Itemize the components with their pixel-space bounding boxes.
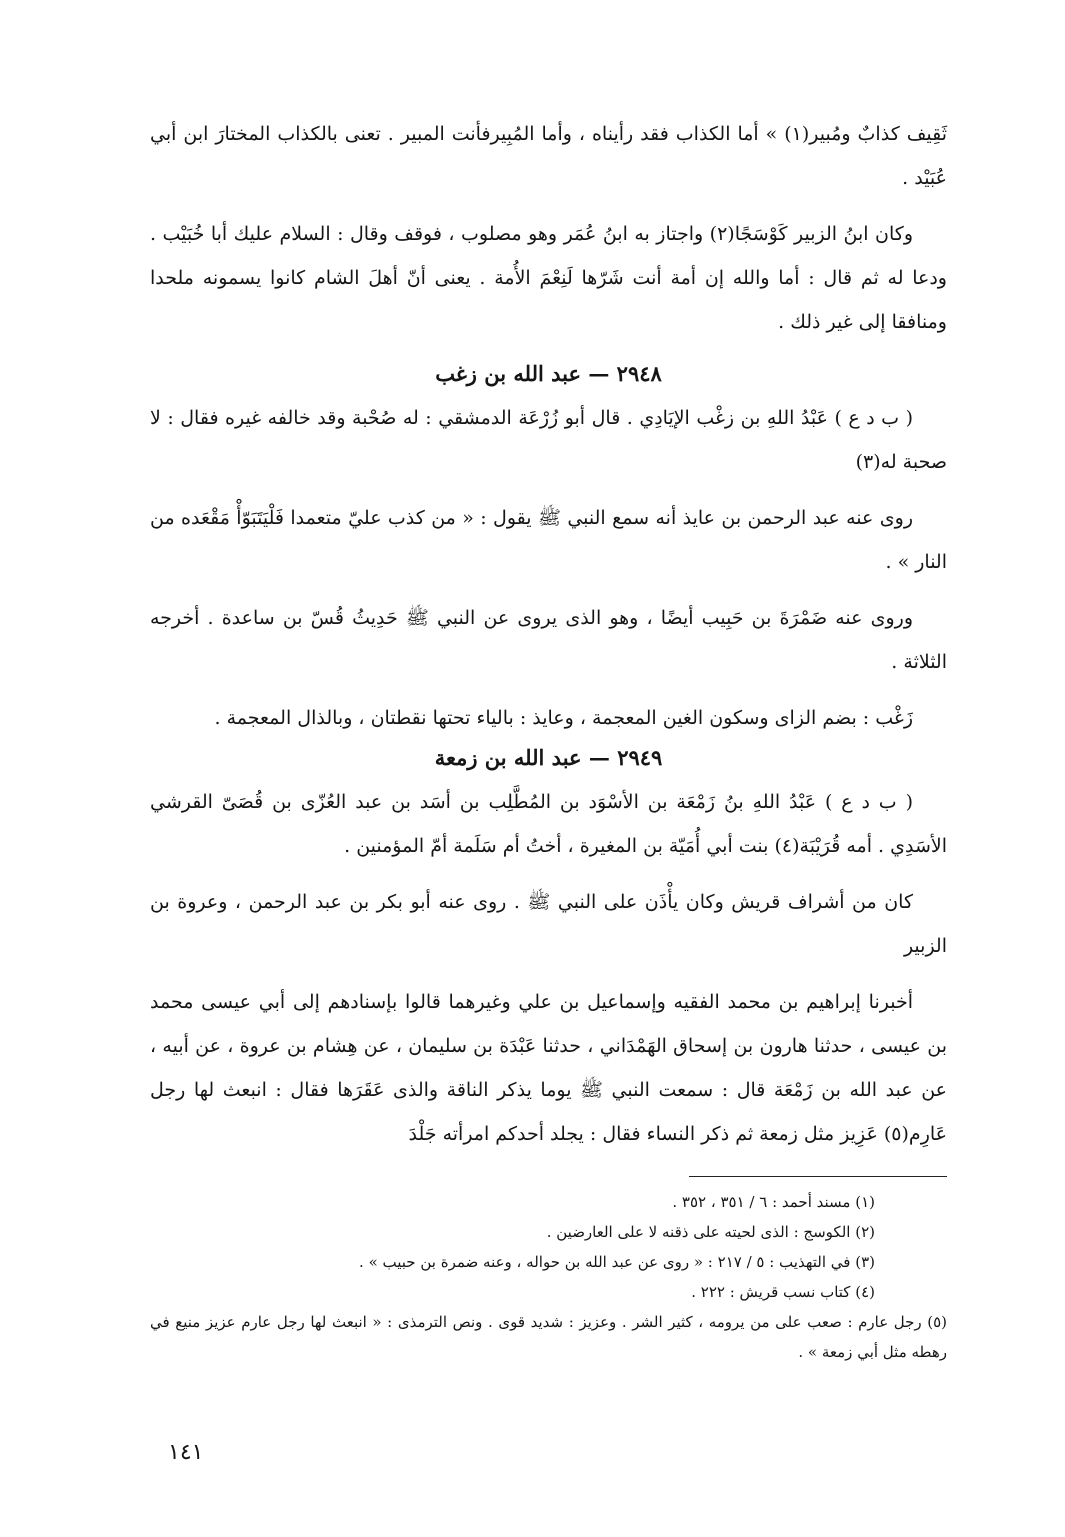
footnote-2: (٢) الكوسج : الذى لحيته على ذقنه لا على العارضين . <box>546 1223 875 1241</box>
paragraph: ( ب د ع ) عَبْدُ اللهِ بنُ زَمْعَة بن الأسْوَد بن المُطَّلِب بن أسَد بن عبد العُزّى بن قُصَىّ القرشي الأسَدِي . أمه قُرَيْبَة(٤) بنت أبي أُمَيّة بن المغيرة ، أختُ أم سَلَمة أمّ المؤمنين . <box>150 791 947 857</box>
footnote-1: (١) مسند أحمد : ٦ / ٣٥١ ، ٣٥٢ . <box>672 1193 875 1211</box>
paragraph: ثَقِيف كذابٌ ومُبير(١) » أما الكذاب فقد رأيناه ، وأما المُبِيرفأنت المبير . تعنى بالكذاب المختارَ ابن أبي عُبَيْد . <box>150 123 947 189</box>
footnote-4: (٤) كتاب نسب قريش : ٢٢٢ . <box>691 1283 875 1301</box>
footnotes <box>150 1187 947 1367</box>
entry-body-2949 <box>150 780 947 1156</box>
footnote-5: (٥) رجل عارم : صعب على من يرومه ، كثير الشر . وعزيز : شديد قوى . ونص الترمذى : « انبعث لها رجل عارم عزيز منيع في رهطه مثل أبي زمعة » . <box>150 1313 947 1361</box>
page-number: ١٤١ <box>168 1440 204 1465</box>
paragraph: كان من أشراف قريش وكان يأْذَن على النبي ﷺ . روى عنه أبو بكر بن عبد الرحمن ، وعروة بن الزبير <box>150 891 947 957</box>
footnote-3: (٣) في التهذيب : ٥ / ٢١٧ : « روى عن عبد الله بن حواله ، وعنه ضمرة بن حبيب » . <box>359 1253 875 1271</box>
body-text <box>150 112 947 344</box>
footnote-separator <box>689 1176 947 1177</box>
paragraph: أخبرنا إبراهيم بن محمد الفقيه وإسماعيل بن علي وغيرهما قالوا بإسنادهم إلى أبي عيسى محمد بن عيسى ، حدثنا هارون بن إسحاق الهَمْدَاني ، حدثنا عَبْدَة بن سليمان ، عن هِشام بن عروة ، عن أبيه ، عن عبد الله بن زَمْعَة قال : سمعت النبي ﷺ يوما يذكر الناقة والذى عَقَرَها فقال : انبعث لها رجل عَارِم(٥) عَزِيز مثل زمعة ثم ذكر النساء فقال : يجلد أحدكم امرأته جَلْدَ <box>150 991 947 1145</box>
paragraph: روى عنه عبد الرحمن بن عايذ أنه سمع النبي ﷺ يقول : « من كذب عليّ متعمدا فَلْيَتَبَوّأْ مَقْعَده من النار » . <box>150 507 947 573</box>
paragraph: وروى عنه ضَمْرَةَ بن حَبِيب أيضًا ، وهو الذى يروى عن النبي ﷺ حَدِيثُ قُسّ بن ساعدة . أخرجه الثلاثة . <box>150 607 947 673</box>
paragraph: وكان ابنُ الزبير كَوْسَجًا(٢) واجتاز به ابنُ عُمَر وهو مصلوب ، فوقف وقال : السلام عليك أبا خُبَيْب . ودعا له ثم قال : أما والله إن أمة أنت شَرّها لَنِعْمَ الأُمة . يعنى أنّ أهلَ الشام كانوا يسمونه ملحدا ومنافقا إلى غير ذلك . <box>150 223 947 333</box>
entry-heading-2949: ٢٩٤٩ — عبد الله بن زمعة <box>434 745 663 770</box>
paragraph: ( ب د ع ) عَبْدُ اللهِ بن زغْب الإيَادِي . قال أبو زُرْعَة الدمشقي : له صُحْبة وقد خالفه غيره فقال : لا صحبة له(٣) <box>150 407 947 473</box>
paragraph: زَغْب : بضم الزاى وسكون الغين المعجمة ، وعايذ : بالياء تحتها نقطتان ، وبالذال المعجمة . <box>214 707 913 729</box>
entry-body-2948 <box>150 396 947 740</box>
entry-heading-2948: ٢٩٤٨ — عبد الله بن زغب <box>435 361 662 386</box>
